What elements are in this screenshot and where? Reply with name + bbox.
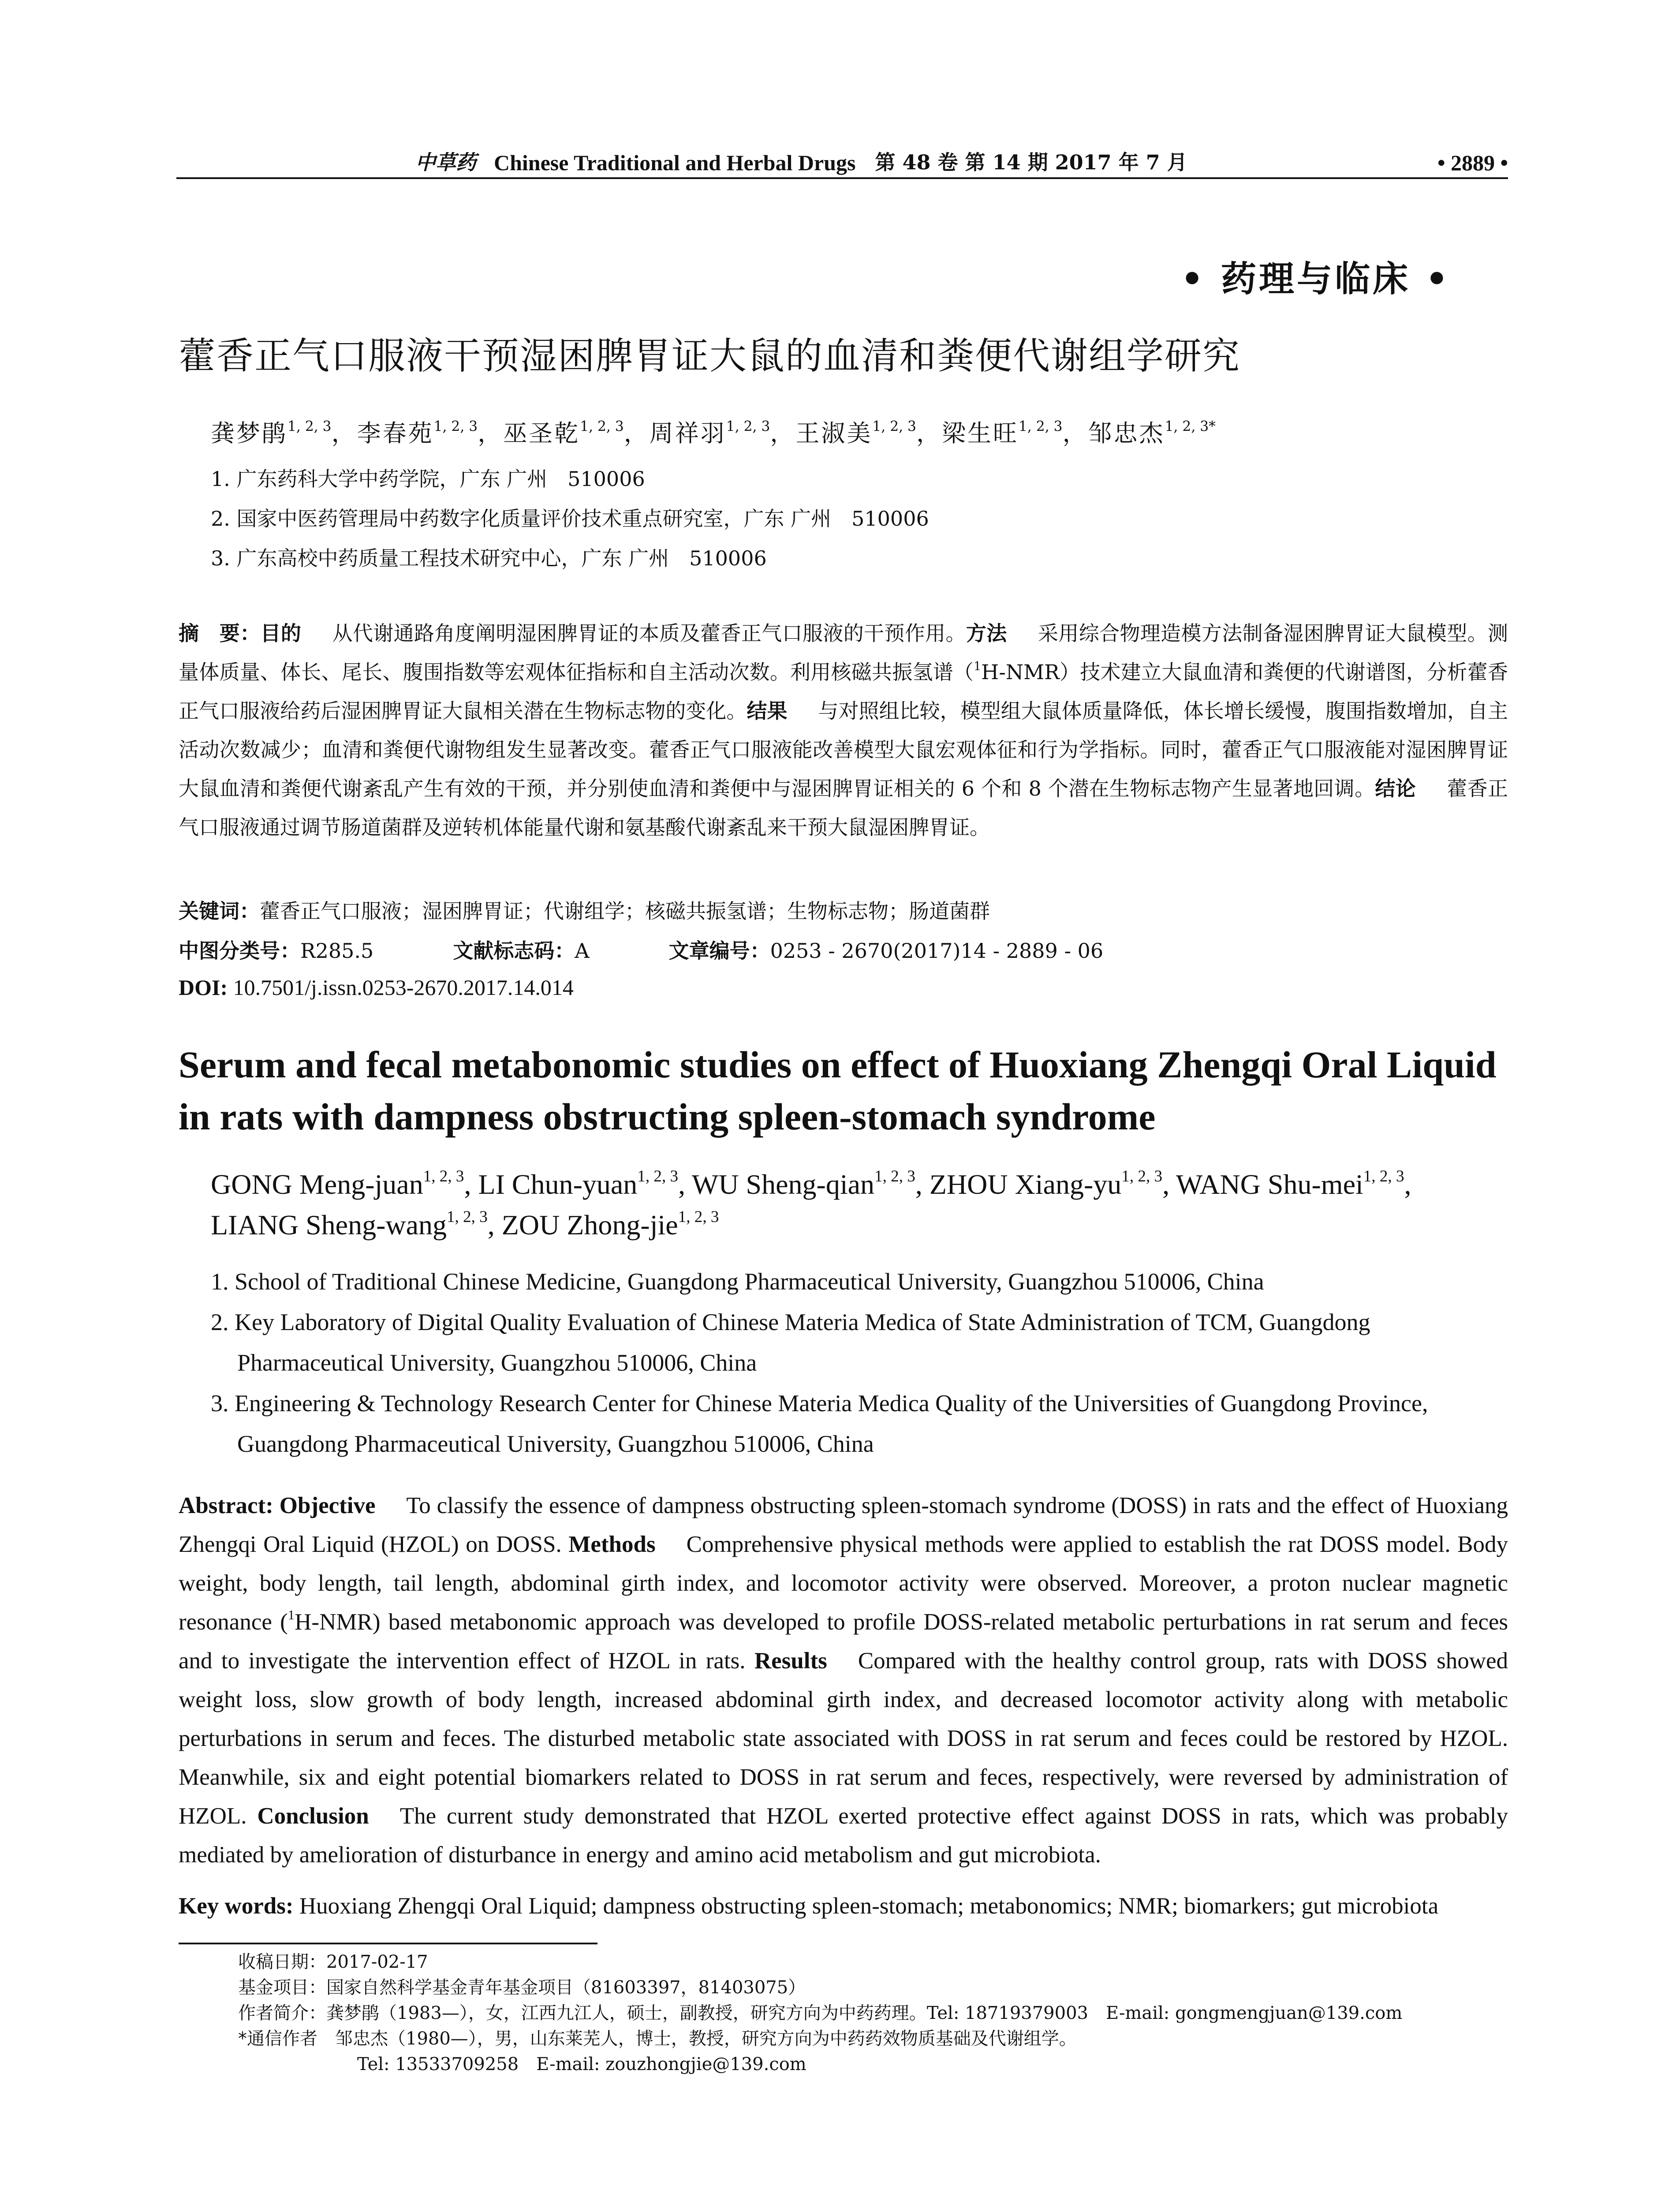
- author-cn: 李春苑$^{1, 2, 3}$，: [357, 419, 504, 447]
- methods-label-cn: 方法: [966, 621, 1007, 645]
- results-label-cn: 结果: [747, 699, 788, 723]
- author-en: LIANG Sheng-wang$^{1, 2, 3}$,: [211, 1208, 502, 1241]
- footnote-rule: [179, 1943, 597, 1944]
- footnotes: [238, 1949, 1517, 2077]
- objective-label-en: Objective: [279, 1493, 376, 1518]
- clc-label: 中图分类号：: [179, 939, 300, 963]
- methods-text-cn-2: H-NMR）技术建立大鼠血清和粪便的代谢谱图，分析藿香正气口服液给药后湿困脾胃证大鼠相关潜在生物标志物的变化。: [179, 660, 1508, 723]
- results-text-cn: 与对照组比较，模型组大鼠体质量降低，体长增长缓慢，腹围指数增加，自主活动次数减少；血清和粪便代谢物组发生显著改变。藿香正气口服液能改善模型大鼠宏观体征和行为学指标。同时，藿香正气口服液能对湿困脾胃证大鼠血清和粪便代谢紊乱产生有效的干预，并分别使血清和粪便中与湿困脾胃证相关的 6 个和 8 个潜在生物标志物产生显著地回调。: [179, 699, 1508, 800]
- author-en: WANG Shu-mei$^{1, 2, 3}$,: [1176, 1167, 1411, 1200]
- methods-text-en: Comprehensive physical methods were applied to establish the rat DOSS model. Body weight, body length, tail length, abdominal girth index, and locomotor activity were observed. Moreover, a proton nuclear magnetic resonance (: [179, 1532, 1508, 1635]
- affiliation-cn-3: 3. 广东高校中药质量工程技术研究中心，广东 广州 510006: [211, 546, 767, 570]
- abstract-en: [179, 1486, 1508, 1874]
- results-text-en: Compared with the healthy control group, rats with DOSS showed weight loss, slow growth of body length, increased abdominal girth index, and decreased locomotor activity along with metabolic perturbations in serum and feces. The disturbed metabolic state associated with DOSS in rat serum and feces could be restored by HZOL. Meanwhile, six and eight potential biomarkers related to DOSS in rat serum and feces, respectively, were reversed by administration of HZOL.: [179, 1648, 1508, 1829]
- author-en: ZOU Zhong-jie$^{1, 2, 3}$: [501, 1208, 719, 1241]
- methods-label-en: Methods: [568, 1532, 656, 1557]
- authors-en: [211, 1164, 1512, 1245]
- author-en: ZHOU Xiang-yu$^{1, 2, 3}$,: [929, 1167, 1176, 1200]
- author-cn: 周祥羽$^{1, 2, 3}$，: [649, 419, 796, 447]
- affiliation-en-1: 1. School of Traditional Chinese Medicine, Guangdong Pharmaceutical University, Guangzhou 510006, China: [211, 1268, 1264, 1295]
- section-label: • 药理与临床 •: [1181, 258, 1451, 299]
- journal-name-cn: 中草药: [415, 150, 476, 174]
- author-cn: 王淑美$^{1, 2, 3}$，: [795, 419, 942, 447]
- affiliation-cn-1: 1. 广东药科大学中药学院，广东 广州 510006: [211, 467, 645, 491]
- keywords-en-text: Huoxiang Zhengqi Oral Liquid; dampness obstructing spleen-stomach; metabonomics; NMR; biomarkers; gut microbiota: [299, 1893, 1439, 1919]
- running-header: [176, 140, 1508, 176]
- objective-text-cn: 从代谢通路角度阐明湿困脾胃证的本质及藿香正气口服液的干预作用。: [332, 621, 966, 645]
- affiliation-cn-2: 2. 国家中医药管理局中药数字化质量评价技术重点研究室，广东 广州 510006: [211, 507, 929, 531]
- methods-sup-en: 1: [287, 1607, 295, 1622]
- conclusion-label-en: Conclusion: [257, 1803, 369, 1829]
- methods-sup-cn: 1: [974, 660, 982, 673]
- title-en: Serum and fecal metabonomic studies on effect of Huoxiang Zhengqi Oral Liquid in rats with dampness obstructing spleen-stomach syndrome: [179, 1043, 1497, 1138]
- author-cn: 梁生旺$^{1, 2, 3}$，: [941, 419, 1088, 447]
- abstract-en-label: Abstract:: [179, 1493, 273, 1518]
- journal-name-en: Chinese Traditional and Herbal Drugs: [494, 150, 856, 175]
- conclusion-text-en: The current study demonstrated that HZOL exerted protective effect against DOSS in rats, which was probably mediated by amelioration of disturbance in energy and amino acid metabolism and gut microbiota.: [179, 1803, 1508, 1868]
- methods-text-en-2: H-NMR) based metabonomic approach was developed to profile DOSS-related metabolic perturbations in rat serum and feces and to investigate the intervention effect of HZOL in rats.: [179, 1609, 1508, 1674]
- author-en: WU Sheng-qian$^{1, 2, 3}$,: [691, 1167, 930, 1200]
- keywords-cn-label: 关键词：: [179, 899, 260, 923]
- article-number-value: 0253 - 2670(2017)14 - 2889 - 06: [770, 939, 1104, 963]
- doi-line: [179, 975, 1508, 1000]
- conclusion-text-cn: 藿香正气口服液通过调节肠道菌群及逆转机体能量代谢和氨基酸代谢紊乱来干预大鼠湿困脾胃证。: [179, 777, 1508, 839]
- footnote-author: 作者简介：龚梦鹃（1983—），女，江西九江人，硕士，副教授，研究方向为中药药理。Tel: 18719379003 E-mail: gongmengjuan@139.com: [238, 2003, 1403, 2023]
- doi-label: DOI:: [179, 975, 228, 1000]
- methods-text-cn: 采用综合物理造模方法制备湿困脾胃证大鼠模型。测量体质量、体长、尾长、腹围指数等宏观体征指标和自主活动次数。利用核磁共振氢谱（: [179, 621, 1508, 684]
- conclusion-label-cn: 结论: [1375, 777, 1416, 800]
- abstract-cn-label: 摘 要：: [179, 621, 261, 645]
- article-number-label: 文章编号：: [668, 939, 770, 963]
- doc-code-label: 文献标志码：: [453, 939, 575, 963]
- objective-label-cn: 目的: [260, 621, 302, 645]
- affiliation-en-2: 2. Key Laboratory of Digital Quality Evaluation of Chinese Materia Medica of State Administration of TCM, Guangdong Pharmaceutical University, Guangzhou 510006, China: [211, 1309, 1370, 1376]
- keywords-cn-text: 藿香正气口服液；湿困脾胃证；代谢组学；核磁共振氢谱；生物标志物；肠道菌群: [260, 899, 990, 923]
- keywords-en: [179, 1887, 1508, 1925]
- authors-cn: [211, 415, 1490, 448]
- author-cn: 巫圣乾$^{1, 2, 3}$，: [503, 419, 650, 447]
- abstract-cn: [179, 614, 1508, 847]
- footnote-fund: 基金项目：国家自然科学基金青年基金项目（81603397，81403075）: [238, 1977, 806, 1998]
- keywords-cn: [179, 895, 1508, 924]
- clc-value: R285.5: [300, 939, 374, 963]
- results-label-en: Results: [754, 1648, 827, 1674]
- journal-issue: 第 48 卷 第 14 期 2017 年 7 月: [875, 150, 1187, 174]
- author-en: GONG Meng-juan$^{1, 2, 3}$,: [211, 1167, 478, 1200]
- title-cn: 藿香正气口服液干预湿困脾胃证大鼠的血清和粪便代谢组学研究: [179, 334, 1241, 377]
- author-cn: 邹忠杰$^{1, 2, 3*}$: [1088, 419, 1216, 447]
- affiliation-en-3: 3. Engineering & Technology Research Center for Chinese Materia Medica Quality of the Universities of Guangdong Province, Guangdong Pharmaceutical University, Guangzhou 510006, China: [211, 1390, 1428, 1457]
- footnote-received: 收稿日期：2017-02-17: [238, 1952, 428, 1972]
- page-number: • 2889 •: [1437, 150, 1508, 175]
- author-cn: 龚梦鹃$^{1, 2, 3}$，: [211, 419, 357, 447]
- keywords-en-label: Key words:: [179, 1893, 294, 1919]
- objective-text-en: To classify the essence of dampness obstructing spleen-stomach syndrome (DOSS) in rats and the effect of Huoxiang Zhengqi Oral Liquid (HZOL) on DOSS.: [179, 1493, 1508, 1557]
- footnote-corresponding-contact: Tel: 13533709258 E-mail: zouzhongjie@139.com: [357, 2054, 806, 2074]
- doc-code-value: A: [575, 939, 590, 963]
- classification-line: [179, 935, 1508, 964]
- footnote-corresponding: *通信作者 邹忠杰（1980—），男，山东莱芜人，博士，教授，研究方向为中药药效物质基础及代谢组学。: [238, 2029, 1077, 2049]
- doi-value[interactable]: 10.7501/j.issn.0253-2670.2017.14.014: [233, 975, 574, 1000]
- author-en: LI Chun-yuan$^{1, 2, 3}$,: [478, 1167, 692, 1200]
- header-rule: [176, 177, 1508, 179]
